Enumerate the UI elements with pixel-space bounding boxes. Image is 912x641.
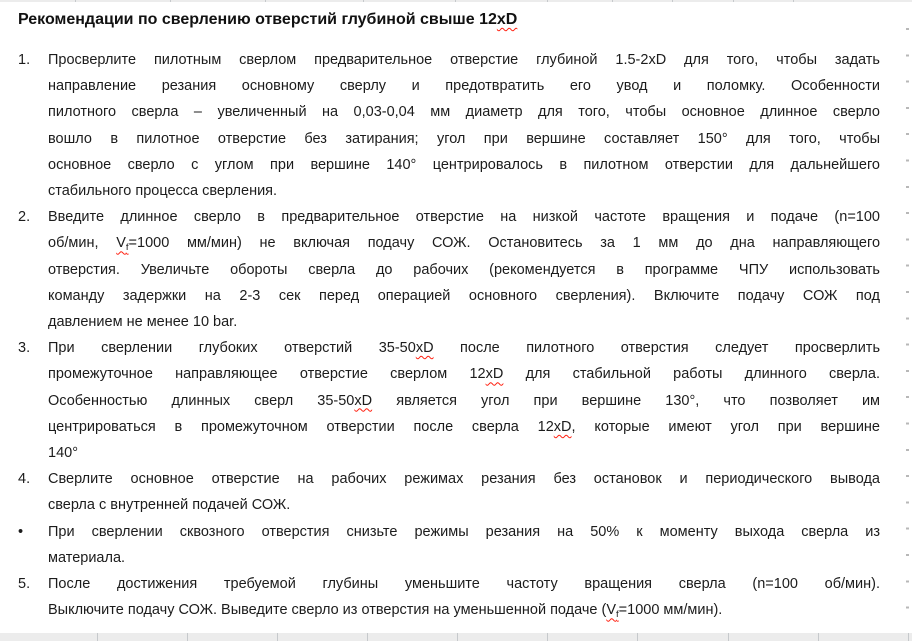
subscript-text: f: [125, 242, 129, 254]
table-column-divider: [908, 633, 909, 641]
table-edge-strip-top: [0, 0, 912, 2]
document-title: [18, 8, 880, 32]
text-segment: является угол при вершине 130°, что позволяет им: [372, 392, 881, 409]
text-segment: вошло в пилотное отверстие без затирания; угол при вершине составляет 150° для того, чтобы: [48, 130, 880, 147]
text-line: [48, 204, 880, 230]
table-column-divider: [265, 0, 266, 2]
list-item-marker: •: [18, 523, 24, 540]
text-line: [48, 126, 880, 152]
table-column-divider: [818, 633, 819, 641]
table-column-divider: [637, 633, 638, 641]
text-line: [48, 597, 880, 623]
text-line: [48, 152, 880, 178]
text-segment: V: [606, 602, 617, 619]
text-line: [48, 545, 880, 571]
subscript-text: f: [616, 609, 619, 621]
table-column-divider: [277, 633, 278, 641]
spellcheck-squiggle: [486, 366, 504, 382]
text-segment: xD: [485, 366, 504, 383]
text-line: [48, 414, 880, 440]
table-column-divider: [793, 0, 794, 2]
text-segment: сверла с внутренней подачей СОЖ.: [48, 497, 291, 514]
text-segment: Введите длинное сверло в предварительное отверстие на низкой частоте вращения и подаче (n=100: [48, 209, 880, 226]
text-line: [48, 388, 880, 414]
text-segment: xD: [354, 392, 373, 409]
list-item-marker: 3.: [18, 340, 31, 357]
spellcheck-squiggle: [116, 235, 129, 254]
text-segment: пилотного сверла – увеличенный на 0,03-0,04 мм диаметр для того, чтобы основное длинное сверло: [48, 104, 880, 121]
table-column-divider: [728, 633, 729, 641]
text-segment: центрироваться в промежуточном отверстии после сверла 12: [48, 418, 554, 435]
text-segment: материала.: [48, 549, 126, 566]
table-column-divider: [170, 0, 171, 2]
text-line: [48, 178, 880, 204]
text-segment: Выключите подачу СОЖ. Выведите сверло из отверстия на уменьшенной подаче (: [48, 602, 607, 619]
text-line: [48, 466, 880, 492]
text-segment: =1000 мм/мин) не включая подачу СОЖ. Остановитесь за 1 мм до дна направляющего: [128, 235, 881, 252]
text-segment: после пилотного отверстия следует просверлить: [433, 340, 880, 357]
table-column-divider: [187, 633, 188, 641]
text-segment: , которые имеют угол при вершине: [571, 418, 880, 435]
text-line: [48, 47, 880, 73]
spellcheck-squiggle: [554, 419, 572, 435]
text-segment: xD: [496, 11, 518, 28]
text-line: [48, 492, 880, 518]
numbered-list-item: [18, 47, 880, 204]
text-line: [48, 73, 880, 99]
numbered-list-item: [18, 204, 880, 335]
text-segment: При сверлении сквозного отверстия снизьте режимы резания на 50% к моменту выхода сверла из: [48, 523, 880, 540]
table-edge-strip-bottom: [0, 633, 912, 641]
text-line: [48, 257, 880, 283]
spellcheck-squiggle: [416, 340, 434, 356]
table-column-divider: [547, 633, 548, 641]
table-column-divider: [75, 0, 76, 2]
document-content: [18, 8, 880, 623]
text-line: [48, 519, 880, 545]
list-item-marker: 4.: [18, 471, 31, 488]
text-line: [48, 230, 880, 256]
text-line: [48, 99, 880, 125]
text-line: [48, 440, 880, 466]
numbered-list: [18, 47, 880, 623]
text-line: [48, 571, 880, 597]
table-column-divider: [367, 633, 368, 641]
text-segment: об/мин,: [48, 235, 117, 252]
text-segment: Особенностью длинных сверл 35-50: [48, 392, 355, 409]
text-segment: Сверлите основное отверстие на рабочих режимах резания без остановок и периодического вывода: [48, 471, 880, 488]
text-segment: давлением не менее 10 bar.: [48, 314, 238, 331]
table-column-divider: [672, 0, 673, 2]
numbered-list-item: [18, 466, 880, 518]
text-segment: =1000 мм/мин).: [618, 602, 723, 619]
text-segment: 140°: [48, 445, 78, 462]
numbered-list-item: [18, 571, 880, 623]
text-segment: стабильного процесса сверления.: [48, 183, 278, 200]
text-segment: xD: [415, 340, 434, 357]
text-segment: Рекомендации по сверлению отверстий глубиной свыше 12: [18, 11, 497, 28]
text-segment: для стабильной работы длинного сверла.: [503, 366, 880, 383]
text-line: [48, 361, 880, 387]
text-segment: промежуточное направляющее отверстие сверлом 12: [48, 366, 486, 383]
table-column-divider: [97, 633, 98, 641]
text-segment: направление резания основному сверлу и предотвратить его увод и поломку. Особенности: [48, 78, 880, 95]
list-item-marker: 2.: [18, 209, 31, 226]
numbered-list-item: [18, 335, 880, 466]
table-column-divider: [612, 0, 613, 2]
text-segment: Просверлите пилотным сверлом предварительное отверстие глубиной 1.5-2xD для того, чтобы задать: [48, 52, 880, 68]
list-item-marker: 5.: [18, 576, 31, 593]
text-segment: отверстия. Увеличьте обороты сверла до рабочих (рекомендуется в программе ЧПУ использовать: [48, 261, 880, 278]
text-segment: При сверлении глубоких отверстий 35-50: [48, 340, 416, 357]
table-column-divider: [547, 0, 548, 2]
spellcheck-squiggle: [497, 11, 517, 28]
text-line: [48, 335, 880, 361]
text-segment: основное сверло с углом при вершине 140° центрировалось в пилотном отверстии для дальнейшего: [48, 156, 880, 173]
text-segment: V: [116, 235, 126, 252]
table-column-divider: [455, 0, 456, 2]
text-segment: xD: [553, 418, 572, 435]
text-segment: команду задержки на 2-3 сек перед операцией основного сверления). Включите подачу СОЖ под: [48, 287, 880, 304]
spellcheck-squiggle: [606, 602, 619, 621]
table-column-divider: [733, 0, 734, 2]
table-column-divider: [457, 633, 458, 641]
text-line: [48, 283, 880, 309]
list-item-marker: 1.: [18, 52, 31, 68]
page-edge-marks: [906, 28, 909, 629]
table-column-divider: [363, 0, 364, 2]
text-segment: После достижения требуемой глубины уменьшите частоту вращения сверла (n=100 об/мин).: [48, 576, 880, 593]
bullet-list-item: [18, 519, 880, 571]
spellcheck-squiggle: [354, 393, 372, 409]
text-line: [48, 309, 880, 335]
